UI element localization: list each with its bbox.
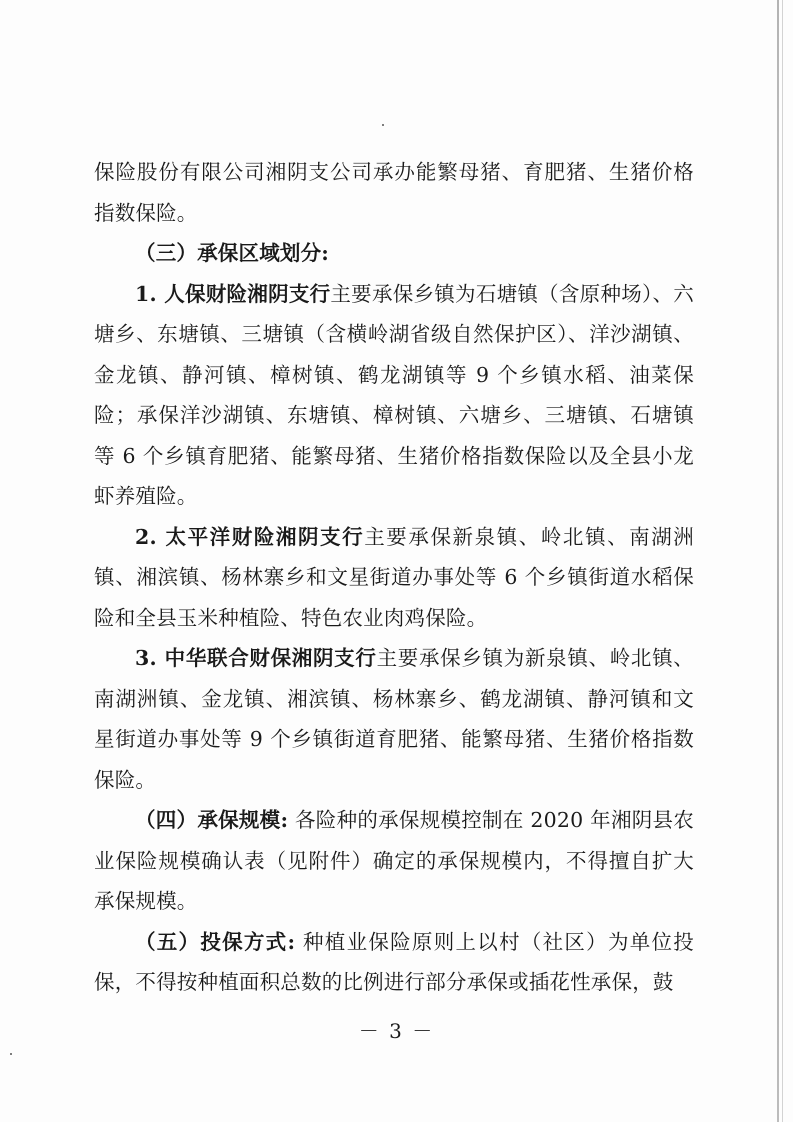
section-3-heading-text: （三）承保区域划分: xyxy=(135,241,330,265)
page-number: － 3 － xyxy=(358,1019,435,1043)
section-5-text: 种植业保险原则上以村（社区）为单位投保，不得按种植面积总数的比例进行部分承保或插花性承保，鼓 xyxy=(94,929,694,994)
item-1-text: 主要承保乡镇为石塘镇（含原种场）、六塘乡、东塘镇、三塘镇（含横岭湖省级自然保护区）、洋沙湖镇、金龙镇、静河镇、樟树镇、鹤龙湖镇等 9 个乡镇水稻、油菜保险；承保洋沙湖镇、东塘镇、樟树镇、六塘乡、三塘镇、石塘镇等 6 个乡镇育肥猪、能繁母猪、生猪价格指数保险以及全县小龙虾养殖险。 xyxy=(94,281,694,508)
item-3-label: 3. 中华联合财保湘阴支行 xyxy=(135,646,377,670)
scan-edge-line-secondary xyxy=(782,0,783,1122)
scan-speck xyxy=(10,1053,12,1055)
item-2-text: 主要承保新泉镇、岭北镇、南湖洲镇、湘滨镇、杨林寨乡和文星街道办事处等 6 个乡镇街道水稻保险和全县玉米种植险、特色农业肉鸡保险。 xyxy=(94,524,695,630)
document-body xyxy=(94,152,694,1003)
section-5-heading: （五）投保方式: xyxy=(135,929,296,954)
item-1-label: 1. 人保财险湘阴支行 xyxy=(135,281,331,306)
intro-paragraph: 保险股份有限公司湘阴支公司承办能繁母猪、育肥猪、生猪价格指数保险。 xyxy=(94,160,694,225)
item-2-label: 2. 太平洋财险湘阴支行 xyxy=(135,524,365,549)
section-4-paragraph xyxy=(94,800,694,922)
scan-speck xyxy=(382,124,384,126)
item-3-text: 主要承保乡镇为新泉镇、岭北镇、南湖洲镇、金龙镇、湘滨镇、杨林寨乡、鹤龙湖镇、静河镇和文星街道办事处等 9 个乡镇街道育肥猪、能繁母猪、生猪价格指数保险。 xyxy=(94,646,694,792)
section-3-item-2 xyxy=(94,517,694,639)
section-4-text: 各险种的承保规模控制在 2020 年湘阴县农业保险规模确认表（见附件）确定的承保规模内，不得擅自扩大承保规模。 xyxy=(94,808,694,913)
section-3-item-3 xyxy=(94,638,694,800)
section-3-heading xyxy=(94,233,694,274)
section-3-item-1 xyxy=(94,274,694,517)
scan-edge-line xyxy=(777,0,779,1122)
section-4-heading: （四）承保规模: xyxy=(135,808,289,832)
section-5-paragraph xyxy=(94,922,694,1003)
